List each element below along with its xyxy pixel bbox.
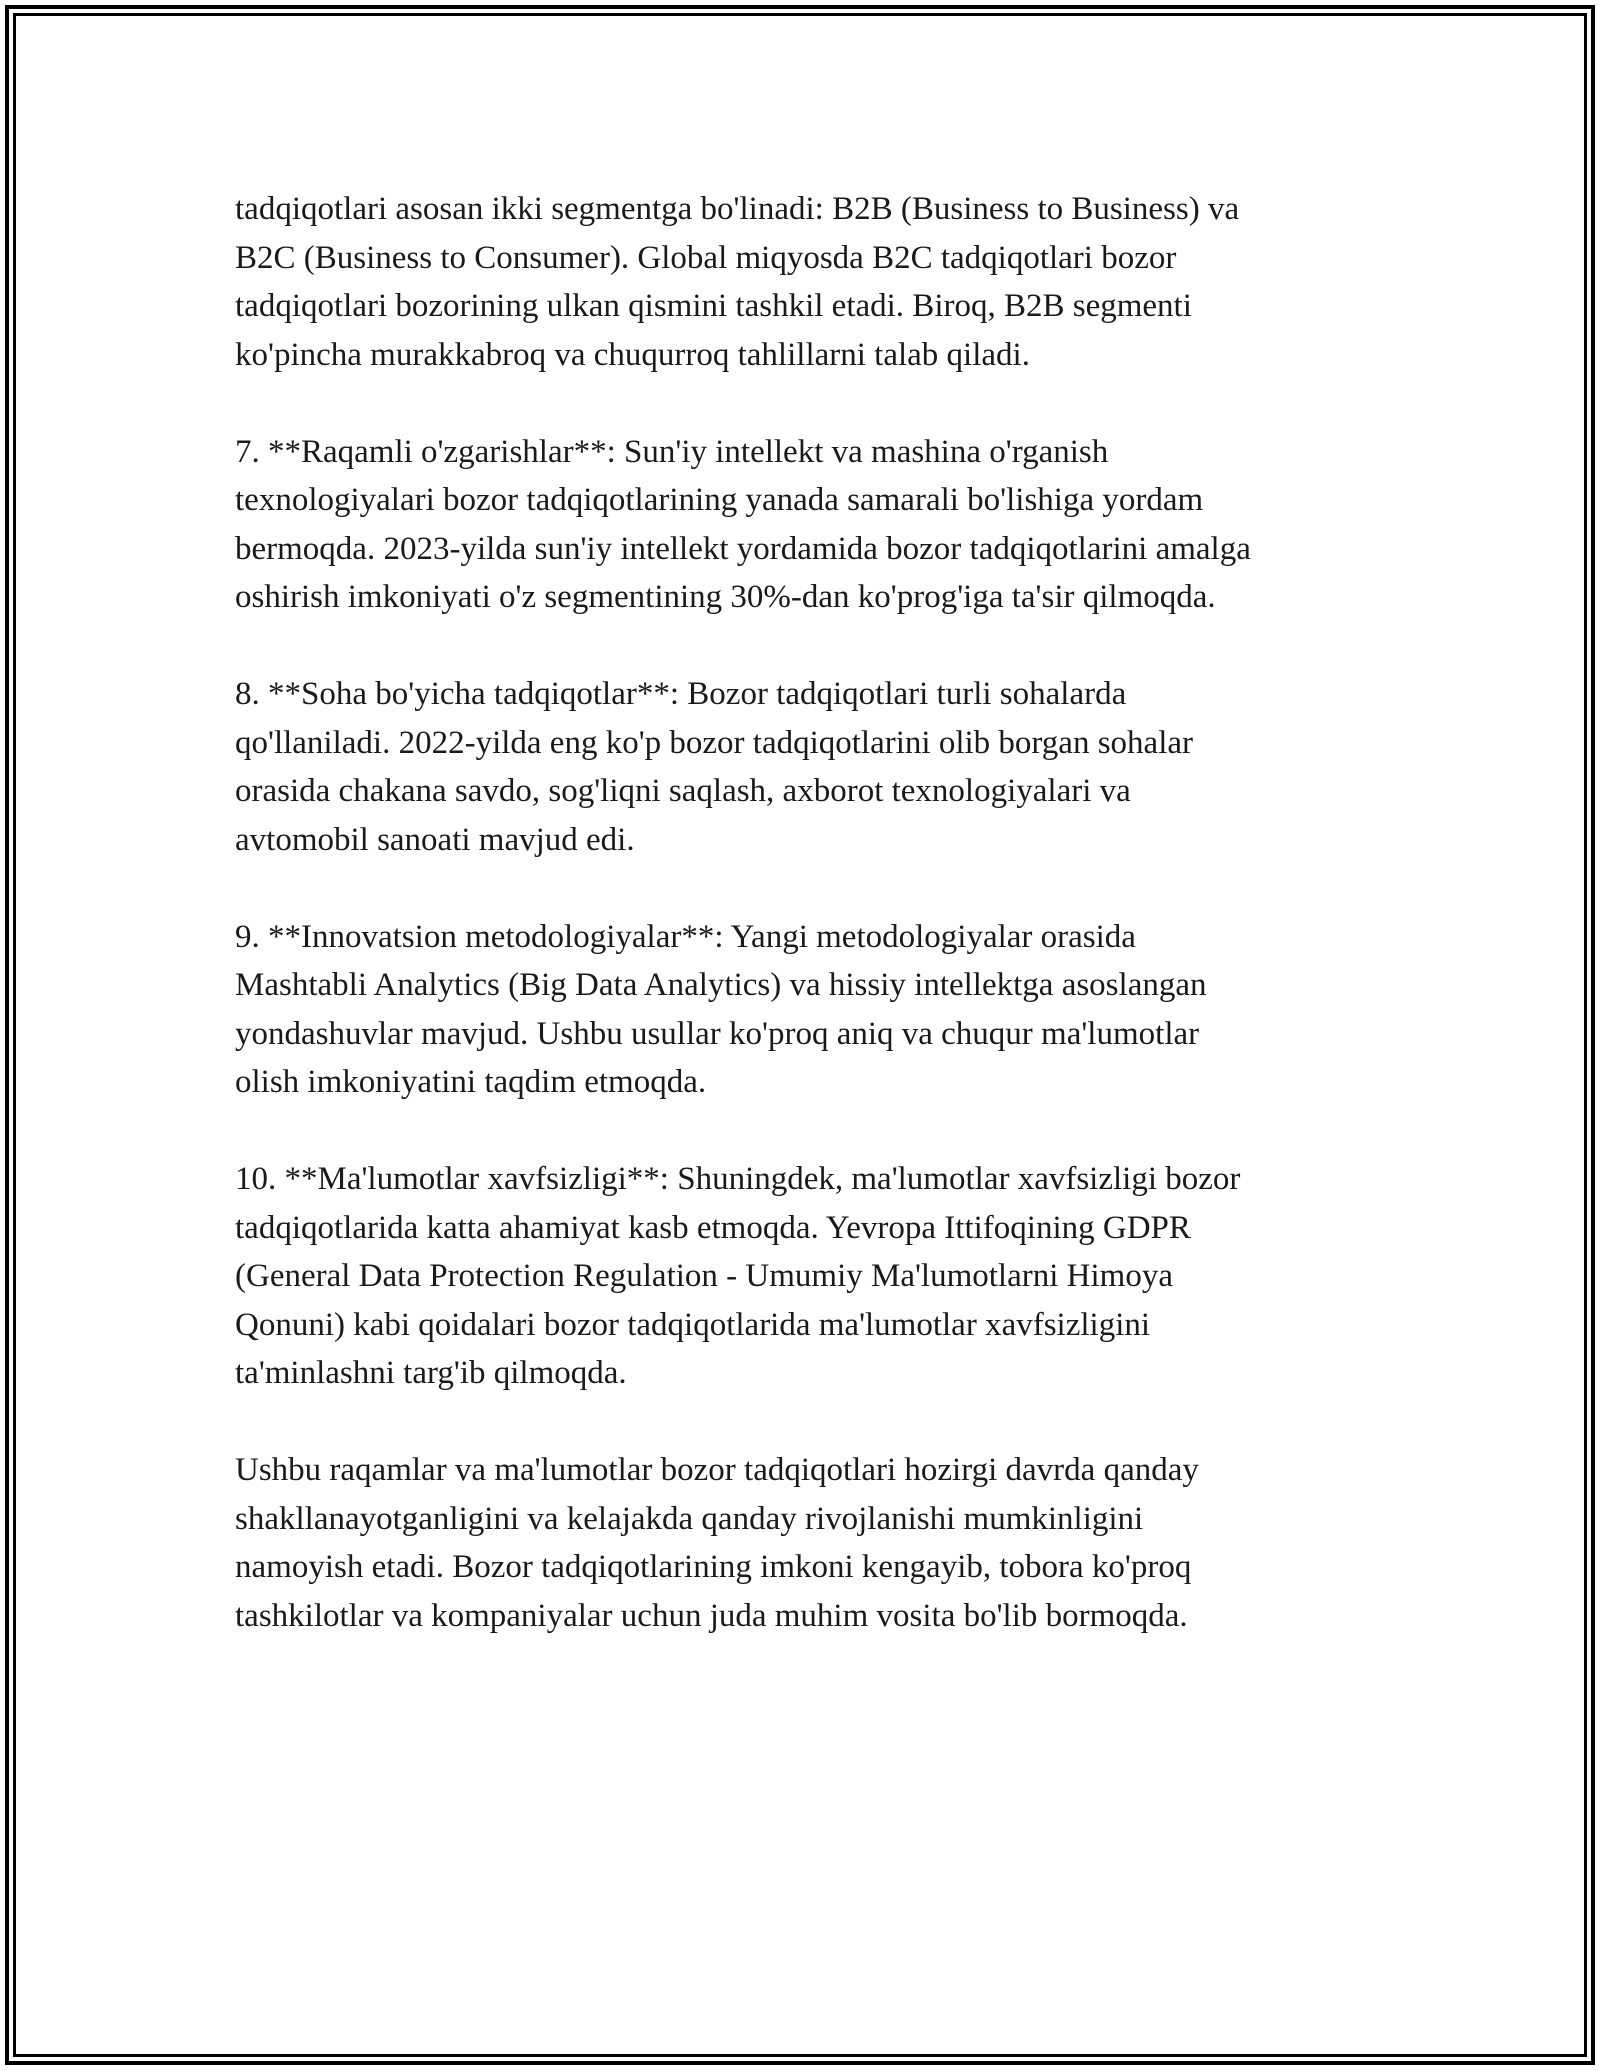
paragraph-item-10-data-security: 10. **Ma'lumotlar xavfsizligi**: Shuningdek, ma'lumotlar xavfsizligi bozor tadqiqotlarida katta ahamiyat kasb etmoqda. Yevropa Ittifoqining GDPR (General Data Protection Regulation - Umumiy Ma'lumotlarni Himoya Qonuni) kabi qoidalari bozor tadqiqotlarida ma'lumotlar xavfsizligini ta'minlashni targ'ib qilmoqda.	[235, 1161, 1241, 1391]
paragraph-conclusion: Ushbu raqamlar va ma'lumotlar bozor tadqiqotlari hozirgi davrda qanday shakllanayotganligini va kelajakda qanday rivojlanishi mumkinligini namoyish etadi. Bozor tadqiqotlarining imkoni kengayib, tobora ko'proq tashkilotlar va kompaniyalar uchun juda muhim vosita bo'lib bormoqda.	[235, 1452, 1199, 1634]
document-body	[235, 185, 1385, 1640]
paragraph-item-8-industry-research: 8. **Soha bo'yicha tadqiqotlar**: Bozor tadqiqotlari turli sohalarda qo'llaniladi. 2022-yilda eng ko'p bozor tadqiqotlarini olib borgan sohalar orasida chakana savdo, sog'liqni saqlash, axborot texnologiyalari va avtomobil sanoati mavjud edi.	[235, 676, 1193, 858]
paragraph-segments: tadqiqotlari asosan ikki segmentga bo'linadi: B2B (Business to Business) va B2C (Business to Consumer). Global miqyosda B2C tadqiqotlari bozor tadqiqotlari bozorining ulkan qismini tashkil etadi. Biroq, B2B segmenti ko'pincha murakkabroq va chuqurroq tahlillarni talab qiladi.	[235, 191, 1240, 373]
paragraph-item-7-digital-changes: 7. **Raqamli o'zgarishlar**: Sun'iy intellekt va mashina o'rganish texnologiyalari bozor tadqiqotlarining yanada samarali bo'lishiga yordam bermoqda. 2023-yilda sun'iy intellekt yordamida bozor tadqiqotlarini amalga oshirish imkoniyati o'z segmentining 30%-dan ko'prog'iga ta'sir qilmoqda.	[235, 433, 1251, 615]
paragraph-item-9-innovative-methods: 9. **Innovatsion metodologiyalar**: Yangi metodologiyalar orasida Mashtabli Analytics (Big Data Analytics) va hissiy intellektga asoslangan yondashuvlar mavjud. Ushbu usullar ko'proq aniq va chuqur ma'lumotlar olish imkoniyatini taqdim etmoqda.	[235, 918, 1207, 1100]
